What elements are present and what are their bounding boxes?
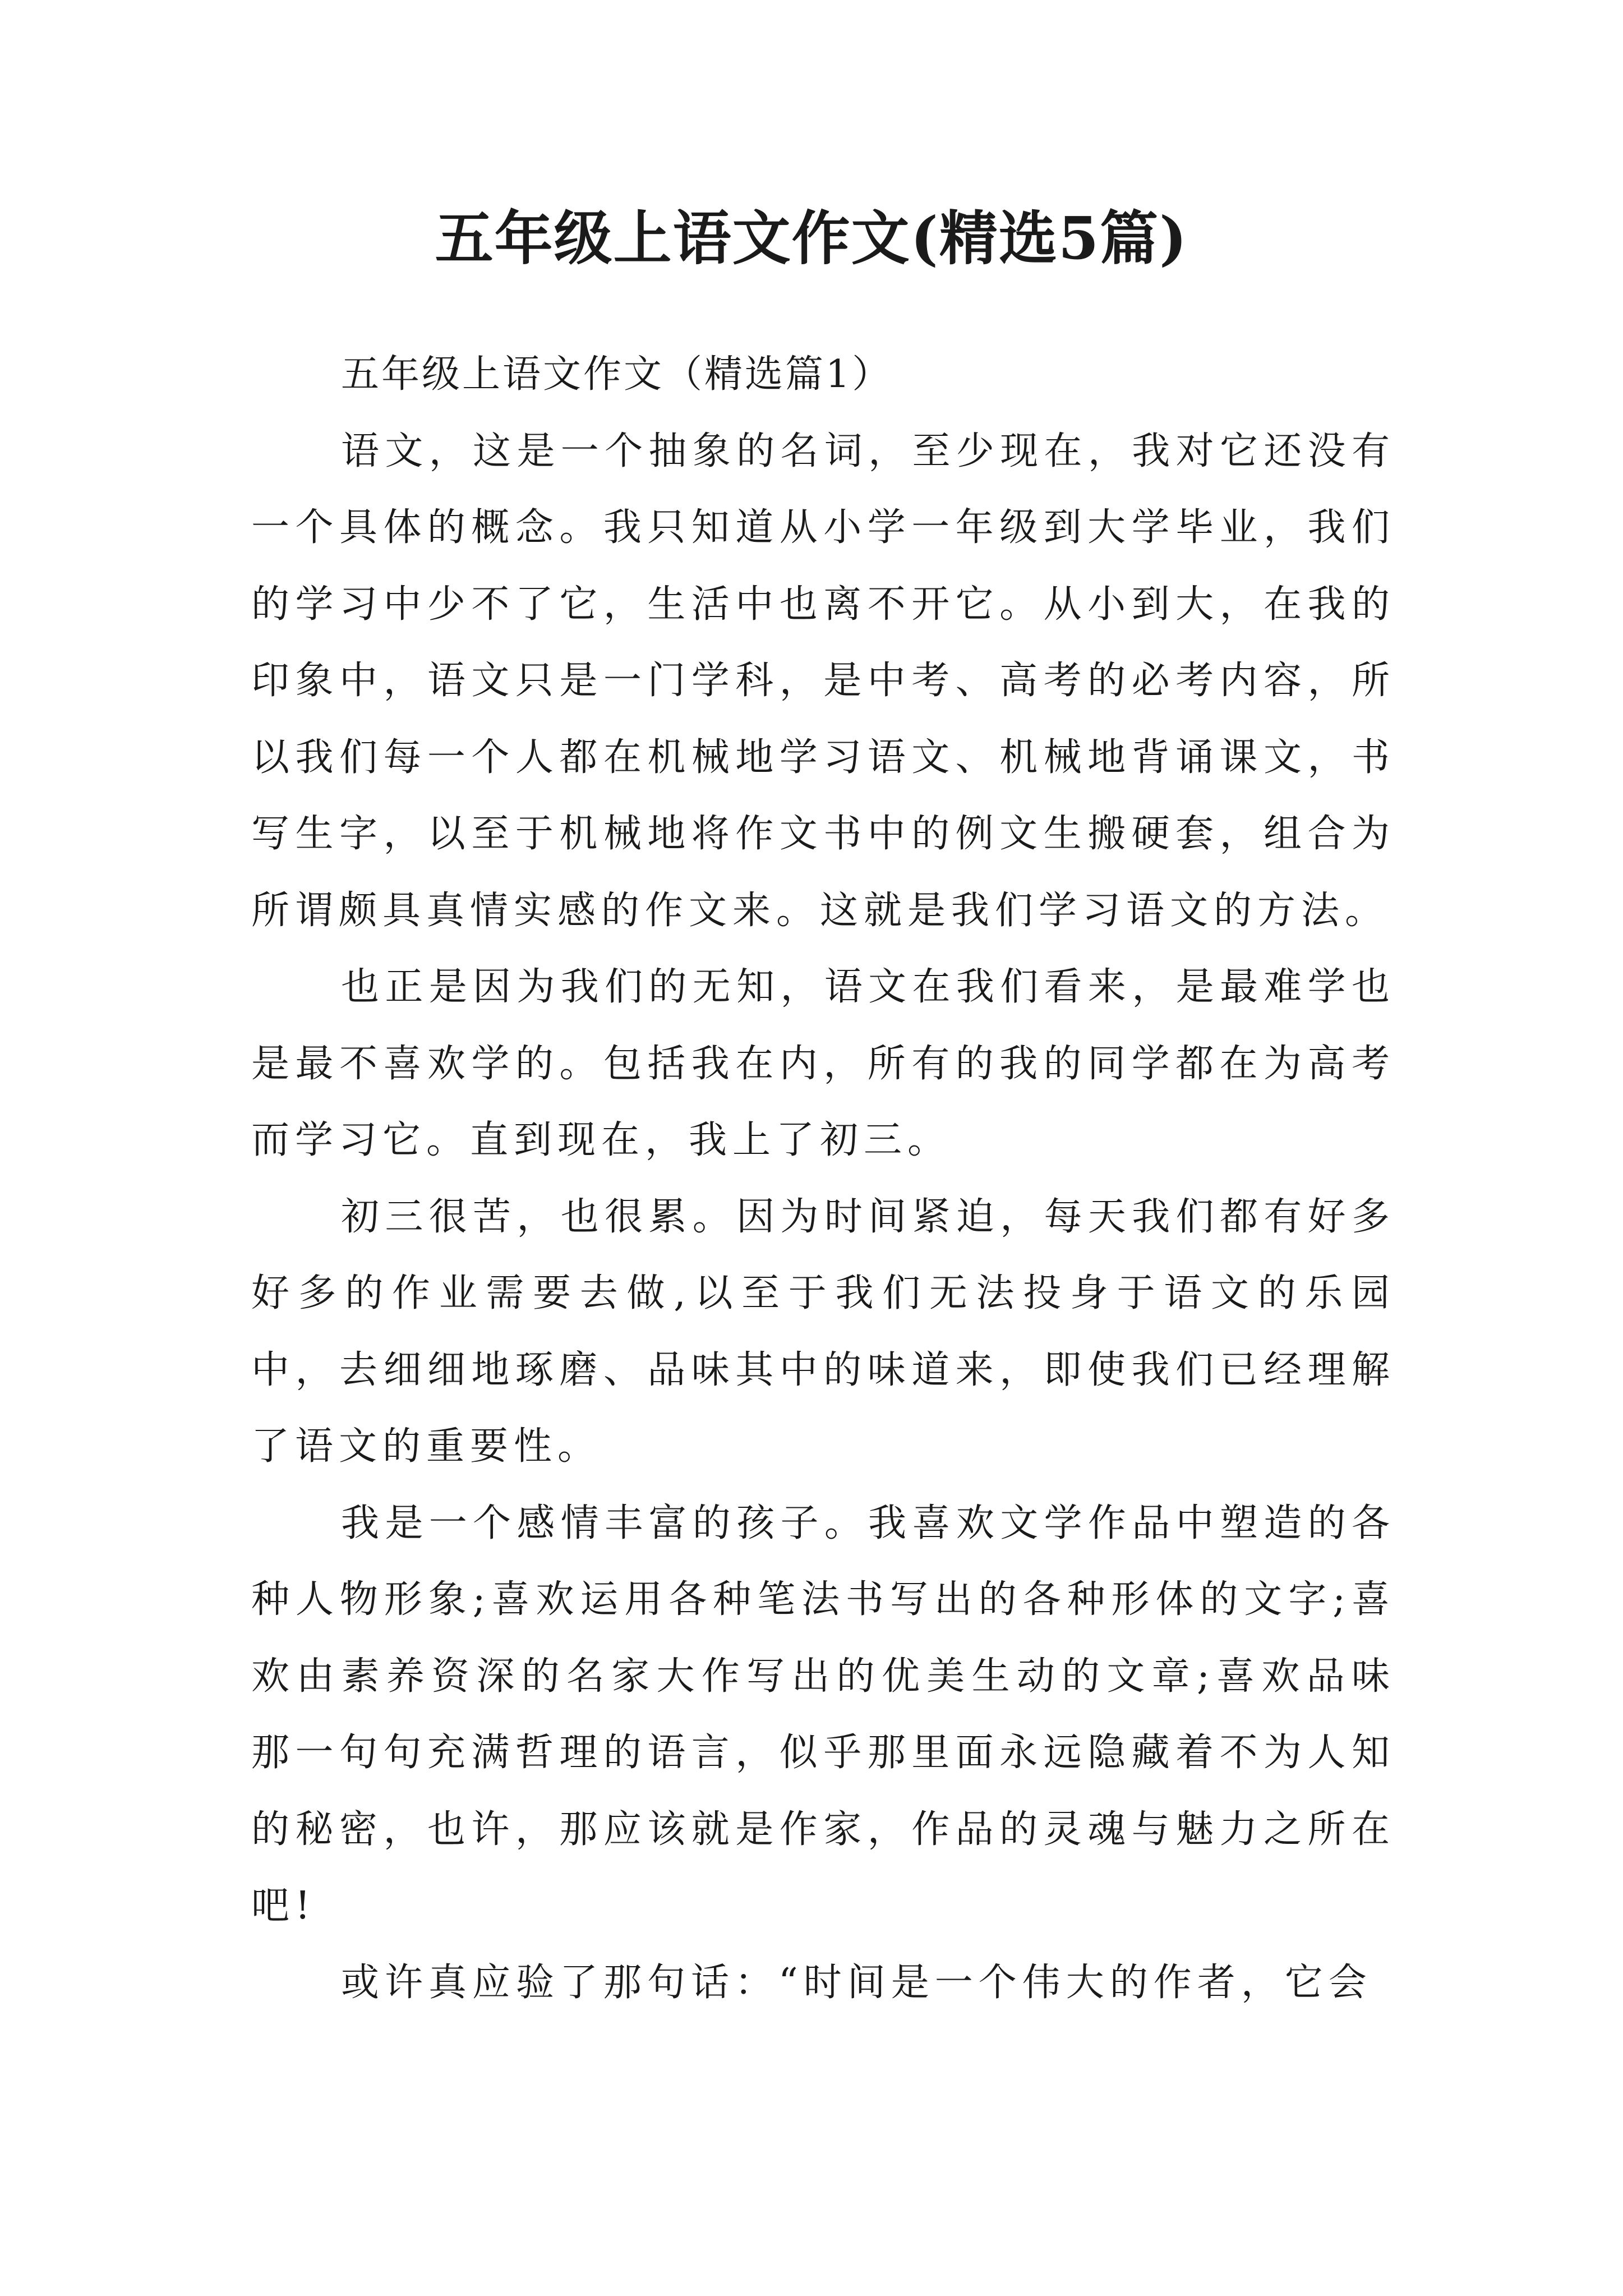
document-title: 五年级上语文作文(精选5篇) — [435, 204, 1188, 273]
document-body — [251, 337, 1395, 2021]
section-heading: 五年级上语文作文（精选篇1） — [341, 352, 893, 397]
paragraph-2: 也正是因为我们的无知，语文在我们看来，是最难学也是最不喜欢学的。包括我在内，所有的我的同学都在为高考而学习它。直到现在，我上了初三。 — [251, 965, 1395, 1162]
paragraph-4: 我是一个感情丰富的孩子。我喜欢文学作品中塑造的各种人物形象;喜欢运用各种笔法书写出的各种形体的文字;喜欢由素养资深的名家大作写出的优美生动的文章;喜欢品味那一句句充满哲理的语言，似乎那里面永远隐藏着不为人知的秘密，也许，那应该就是作家，作品的灵魂与魅力之所在吧! — [251, 1501, 1395, 1928]
paragraph-5: 或许真应验了那句话：“时间是一个伟大的作者，它会 — [341, 1960, 1372, 2005]
paragraph-1: 语文，这是一个抽象的名词，至少现在，我对它还没有一个具体的概念。我只知道从小学一年级到大学毕业，我们的学习中少不了它，生活中也离不开它。从小到大，在我的印象中，语文只是一门学科，是中考、高考的必考内容，所以我们每一个人都在机械地学习语文、机械地背诵课文，书写生字，以至于机械地将作文书中的例文生搬硬套，组合为所谓颇具真情实感的作文来。这就是我们学习语文的方法。 — [251, 429, 1395, 933]
paragraph-3: 初三很苦，也很累。因为时间紧迫，每天我们都有好多好多的作业需要去做,以至于我们无法投身于语文的乐园中，去细细地琢磨、品味其中的味道来，即使我们已经理解了语文的重要性。 — [251, 1194, 1395, 1469]
